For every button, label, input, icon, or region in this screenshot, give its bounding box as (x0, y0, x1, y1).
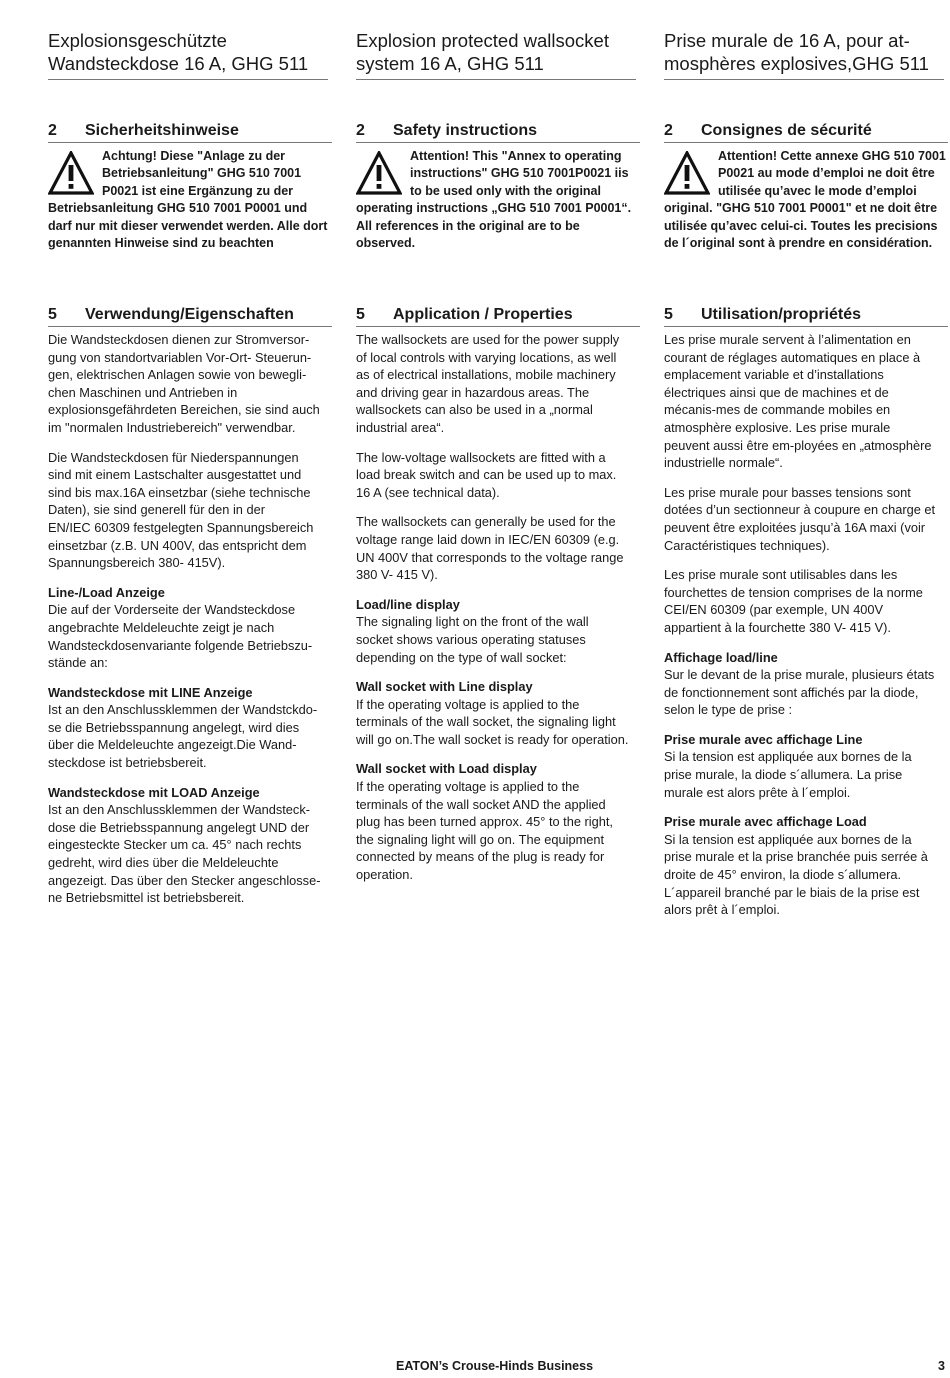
warning-text: Achtung! Diese "Anlage zu der Betriebsanleitung" GHG 510 7001 P0021 ist eine Ergänzung zu der Betriebsanleitung GHG 510 7001 P0001 und darf nur mit dieser verwendet werden. Alle dort genannten Hinweise sind zu beachten (48, 149, 328, 251)
warning-triangle-icon (356, 151, 402, 195)
section-number: 5 (356, 306, 365, 323)
section-body (356, 331, 640, 896)
paragraph-group (664, 649, 948, 719)
section-title: Utilisation/propriétés (701, 306, 862, 323)
subheading: Affichage load/line (664, 649, 778, 665)
safety-warning (356, 148, 638, 252)
section-title: Application / Properties (393, 306, 573, 323)
paragraph: Sur le devant de la prise murale, plusieurs états de fonctionnement sont affichés par la diode, selon le type de prise : (664, 667, 935, 718)
paragraph: Die Wandsteckdosen dienen zur Stromversor- gung von standortvariablen Vor-Ort- Steuerun- gen, elektrischen Anlagen sowie von bewegli- chen Maschinen und Antrieben in explosionsgefährdeten Bereichen, sie sind auch im "normalen Industriebereich" verwendbar. (48, 332, 320, 435)
warning-triangle-icon (48, 151, 94, 195)
footer-brand: EATON’s Crouse-Hinds Business (396, 1359, 594, 1373)
section-heading-safety (48, 121, 332, 143)
subheading: Wandsteckdose mit LOAD Anzeige (48, 784, 260, 800)
paragraph-group (356, 760, 640, 883)
section-heading-application (664, 305, 948, 327)
paragraph-group (48, 684, 332, 772)
section-heading-application (48, 305, 332, 327)
paragraph: If the operating voltage is applied to the terminals of the wall socket AND the applied plug has been turned approx. 45° to the right, the signaling light will go on. The equipment connected by means of the plug is ready for operation. (356, 779, 613, 883)
section-body (48, 331, 332, 919)
warning-text: Attention! Cette annexe GHG 510 7001 P0021 au mode d’emploi ne doit être utilisée qu’avec le mode d’emploi original. "GHG 510 7001 P0001" et ne doit être utilisée qu’avec celui-ci. Toutes les precisions de l´original sont à prendre en considération. (664, 149, 946, 251)
subheading: Wandsteckdose mit LINE Anzeige (48, 684, 253, 700)
section-title: Verwendung/Eigenschaften (85, 306, 294, 323)
paragraph-group (664, 813, 948, 919)
section-heading-application (356, 305, 640, 327)
paragraph: Ist an den Anschlussklemmen der Wandstckdo- se die Betriebsspannung angelegt, wird dies über die Meldeleuchte angezeigt.Die Wand- steckdose ist betriebsbereit. (48, 702, 318, 771)
warning-triangle-icon (664, 151, 710, 195)
section-heading-safety (664, 121, 948, 143)
section-number: 2 (48, 122, 57, 139)
section-number: 2 (664, 122, 673, 139)
paragraph: Die auf der Vorderseite der Wandsteckdose angebrachte Meldeleuchte zeigt je nach Wandsteckdosenvariante folgende Betriebszu- stände an: (48, 602, 313, 671)
paragraph-group (356, 596, 640, 666)
paragraph-group (356, 678, 640, 748)
section-title: Sicherheitshinweise (85, 122, 239, 139)
paragraph: The signaling light on the front of the wall socket shows various operating statuses depending on the type of wall socket: (356, 614, 589, 665)
paragraph: The low-voltage wallsockets are fitted with a load break switch and can be used up to max. 16 A (see technical data). (356, 449, 617, 500)
paragraph-group (48, 584, 332, 672)
paragraph: Si la tension est appliquée aux bornes de la prise murale et la prise branchée puis serrée à droite de 45° environ, la diode s´allumera. L´appareil branché par le biais de la prise est alors prêt à l´emploi. (664, 831, 928, 918)
section-heading-safety (356, 121, 640, 143)
subheading: Wall socket with Load display (356, 761, 537, 777)
subheading: Line-/Load Anzeige (48, 584, 165, 600)
paragraph: The wallsockets are used for the power supply of local controls with varying locations, as well as of electrical installations, mobile machinery and driving gear in hazardous areas. The wallsockets can also be used in a „normal industrial area“. (356, 332, 620, 435)
paragraph-group (48, 784, 332, 907)
paragraph: Les prise murale sont utilisables dans les fourchettes de tension comprises de la norme CEI/EN 60309 (par exemple, UN 400V appartient à la fourchette 380 V- 415 V). (664, 567, 923, 635)
paragraph-group (664, 731, 948, 801)
document-title: Explosionsgeschützte Wandsteckdose 16 A, GHG 511 (48, 29, 328, 80)
document-title: Explosion protected wallsocket system 16 A, GHG 511 (356, 29, 636, 80)
section-title: Safety instructions (393, 122, 538, 139)
safety-warning (664, 148, 946, 252)
section-title: Consignes de sécurité (701, 122, 872, 139)
subheading: Prise murale avec affichage Line (664, 731, 863, 747)
paragraph: The wallsockets can generally be used for the voltage range laid down in IEC/EN 60309 (e.g. UN 400V that corresponds to the voltage range 380 V- 415 V). (356, 514, 624, 583)
paragraph: Les prise murale pour basses tensions sont dotées d’un sectionneur à coupure en charge et peuvent être exploitées jusqu’à 16A maxi (voir Caractéristiques techniques). (664, 484, 936, 553)
document-title: Prise murale de 16 A, pour at- mosphères explosives,GHG 511 (664, 29, 944, 80)
section-body (664, 331, 948, 931)
subheading: Load/line display (356, 596, 460, 612)
paragraph: If the operating voltage is applied to the terminals of the wall socket, the signaling light will go on.The wall socket is ready for operation. (356, 696, 629, 747)
paragraph: Die Wandsteckdosen für Niederspannungen sind mit einem Lastschalter ausgestattet und sind bis max.16A einsetzbar (siehe technische Daten), sie sind generell für den in der EN/IEC 60309 festgelegten Spannungsbereich einsetzbar (z.B. UN 400V, das entspricht dem Spannungsbereich 380- 415V). (48, 449, 314, 571)
section-number: 5 (664, 306, 673, 323)
subheading: Wall socket with Line display (356, 679, 533, 695)
section-number: 5 (48, 306, 57, 323)
page-number: 3 (938, 1359, 945, 1373)
warning-text: Attention! This "Annex to operating instructions" GHG 510 7001P0021 iis to be used only with the original operating instructions „GHG 510 7001 P0001“. All references in the original are to be observed. (356, 149, 632, 251)
paragraph: Si la tension est appliquée aux bornes de la prise murale, la diode s´allumera. La prise murale est alors prête à l´emploi. (664, 749, 912, 800)
paragraph: Ist an den Anschlussklemmen der Wandsteck- dose die Betriebsspannung angelegt UND der eingesteckte Stecker um ca. 45° nach rechts gedreht, wird dies über die Meldeleuchte angezeigt. Das über den Stecker angeschlosse- ne Betriebsmittel ist betriebsbereit. (48, 802, 321, 906)
section-number: 2 (356, 122, 365, 139)
safety-warning (48, 148, 330, 252)
subheading: Prise murale avec affichage Load (664, 814, 867, 830)
paragraph: Les prise murale servent à l’alimentation en courant de réglages automatiques en place à emplacement variable et d’installations électriques ainsi que de machines et de mécanis-mes de commande mobiles en atmosphère explosive. Les prise murale peuvent aussi être em-ployées en „atmosphère industrielle normale“. (664, 332, 932, 471)
